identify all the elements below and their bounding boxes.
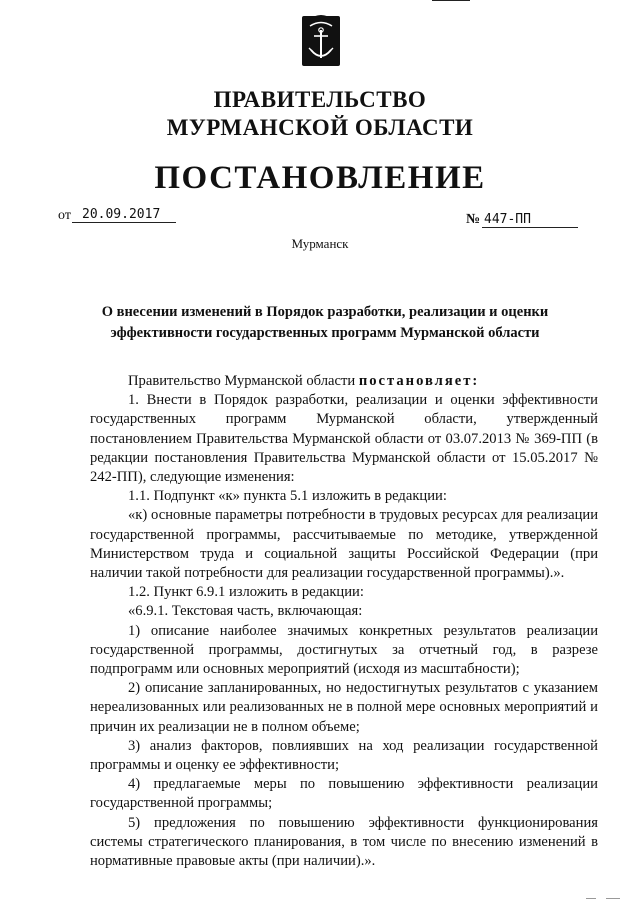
scan-mark [586,898,596,899]
scan-line [432,0,470,1]
intro-prefix: Правительство Мурманской области [128,373,359,389]
paragraph-1-1-text: «к) основные параметры потребности в трудовых ресурсах для реализации государственной программы, рассчитываемые по методике, утвержденной Министерством труда и социальной защиты Российской Федерации (при наличии такой потребности для реализации государственной программы).». [90,507,598,582]
paragraph-1: 1. Внести в Порядок разработки, реализации и оценки эффективности государственных программ Мурманской области, утвержденный постановлением Правительства Мурманской области от 03.07.2013 № 369-ПП (в редакции постановления Правительства Мурманской области от 15.05.2017 № 242-ПП), следующие изменения: [90,392,598,486]
paragraph-1-2-head: «6.9.1. Текстовая часть, включающая: [128,603,363,620]
list-item-1: 1) описание наиболее значимых конкретных результатов реализации государственной программы, достигнутых за отчетный год, в разрезе подпрограмм или основных мероприятий (исходя из масштабности); [90,622,598,678]
date-label: от [58,208,71,223]
city: Мурманск [291,236,349,251]
scan-mark [606,898,620,899]
organization-name-line1: ПРАВИТЕЛЬСТВО [213,87,427,112]
intro-paragraph [90,372,598,391]
list-item-2: 2) описание запланированных, но недостигнутых результатов с указанием нереализованных или реализованных не в полной мере основных мероприятий и причин их реализации не в полном объеме; [90,680,598,735]
paragraph-1-1: 1.1. Подпункт «к» пункта 5.1 изложить в редакции: [128,488,447,505]
list-item-4: 4) предлагаемые меры по повышению эффективности реализации государственной программы; [90,776,598,812]
document-type: ПОСТАНОВЛЕНИЕ [154,160,486,196]
number-label: № [466,212,481,227]
document-title [100,302,550,344]
title-line2: эффективности государственных программ Мурманской области [110,325,540,341]
document-body [90,372,598,871]
paragraph-1-2: 1.2. Пункт 6.9.1 изложить в редакции: [128,584,364,601]
list-item-3: 3) анализ факторов, повлиявших на ход реализации государственной программы и оценку ее эффективности; [90,737,598,774]
document-date: 20.09.2017 [72,207,176,223]
intro-keyword: постановляет: [358,373,480,389]
document-number: 447-ПП [482,212,578,228]
list-item-5: 5) предложения по повышению эффективности функционирования системы стратегического планирования, в том числе по внесению изменений в нормативные правовые акты (при наличии).». [90,814,598,870]
title-line1: О внесении изменений в Порядок разработки, реализации и оценки [101,304,549,320]
organization-name-line2: МУРМАНСКОЙ ОБЛАСТИ [166,115,474,140]
coat-of-arms-icon [300,6,342,68]
